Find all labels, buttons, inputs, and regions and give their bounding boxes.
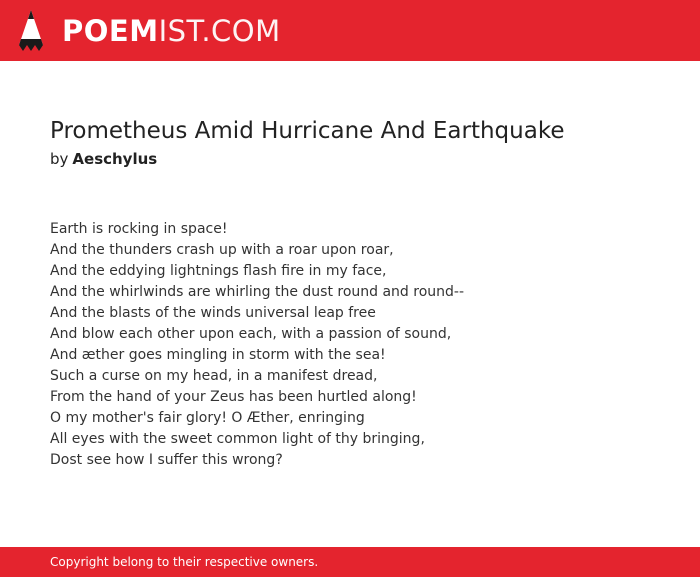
by-label: by [50,150,69,168]
poem-line: And blow each other upon each, with a passion of sound, [50,326,452,342]
site-footer [0,547,700,577]
pencil-tip-icon [18,9,44,53]
poem-line: And the blasts of the winds universal leap free [50,305,376,321]
logo-wordmark-bold: POEM [62,14,159,48]
poem-heading [50,116,650,169]
poem-line: Earth is rocking in space! [50,221,228,237]
copyright-notice: Copyright belong to their respective owners. [50,555,319,569]
logo-wordmark [62,9,281,53]
logo-wordmark-light: IST.COM [158,14,281,48]
site-logo[interactable] [18,9,281,53]
poem-line: Such a curse on my head, in a manifest dread, [50,368,378,384]
author-name[interactable]: Aeschylus [72,150,158,168]
poem-line: Dost see how I suffer this wrong? [50,452,283,468]
byline [50,149,650,169]
poem-line: And the thunders crash up with a roar upon roar, [50,242,394,258]
poem-line: O my mother's fair glory! O Æther, enringing [50,410,365,426]
poem-title: Prometheus Amid Hurricane And Earthquake [50,118,565,144]
poem-line: All eyes with the sweet common light of thy bringing, [50,431,425,447]
poem-line: And the eddying lightnings flash fire in my face, [50,263,387,279]
site-header [0,0,700,61]
poem-line: And the whirlwinds are whirling the dust round and round-- [50,284,465,300]
poem-line: From the hand of your Zeus has been hurtled along! [50,389,417,405]
poem-body [50,219,650,471]
poem-line: And æther goes mingling in storm with the sea! [50,347,386,363]
